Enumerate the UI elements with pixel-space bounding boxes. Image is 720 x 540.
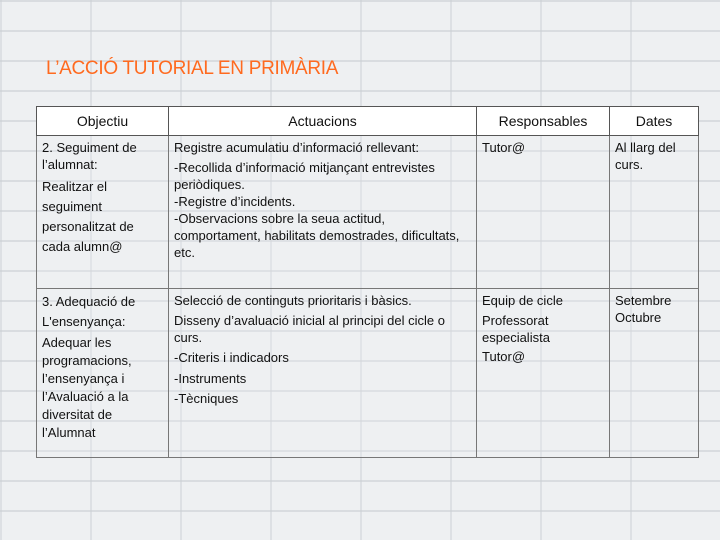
page-title: L’ACCIÓ TUTORIAL EN PRIMÀRIA [46,58,339,79]
cell-line: -Criteris i indicadors [174,350,289,365]
cell-line: Setembre Octubre [615,293,672,325]
cell-line: Disseny d’avaluació inicial al principi del cicle o curs. [174,313,445,345]
table-header-row [37,107,699,136]
cell-objectiu [37,136,169,289]
tutorial-table [36,106,699,458]
cell-line: -Registre d’incidents. [174,194,296,209]
header-dates: Dates [610,107,699,136]
cell-actuacions [169,289,477,458]
cell-line: Registre acumulatiu d’informació rellevant: [174,140,419,155]
header-objectiu: Objectiu [37,107,169,136]
cell-actuacions [169,136,477,289]
cell-line: Selecció de continguts prioritaris i bàsics. [174,293,412,308]
cell-dates [610,136,699,289]
cell-line: Al llarg del curs. [615,140,676,172]
cell-line: Equip de cicle [482,293,563,308]
header-responsables: Responsables [477,107,610,136]
header-actuacions: Actuacions [169,107,477,136]
cell-line: Professorat especialista [482,313,550,345]
cell-line: -Recollida d’informació mitjançant entrevistes periòdiques. [174,160,435,192]
cell-dates [610,289,699,458]
cell-line: -Observacions sobre la seua actitud, comportament, habilitats demostrades, dificultats, etc. [174,211,460,260]
cell-line: Tutor@ [482,140,526,155]
cell-line: 2. Seguiment de l’alumnat: [42,140,137,172]
table-row [37,136,699,289]
cell-line: -Tècniques [174,391,239,406]
cell-line: Tutor@ [482,349,526,364]
cell-responsables [477,289,610,458]
cell-line: Adequar les programacions, l’ensenyança i l’Avaluació a la diversitat de l’Alumnat [42,335,132,440]
cell-line: -Instruments [174,371,247,386]
table-row [37,289,699,458]
cell-line: 3. Adequació de L'ensenyança: [42,294,136,329]
cell-objectiu [37,289,169,458]
cell-responsables [477,136,610,289]
cell-line: Realitzar el seguiment personalitzat de cada alumn@ [42,179,134,254]
